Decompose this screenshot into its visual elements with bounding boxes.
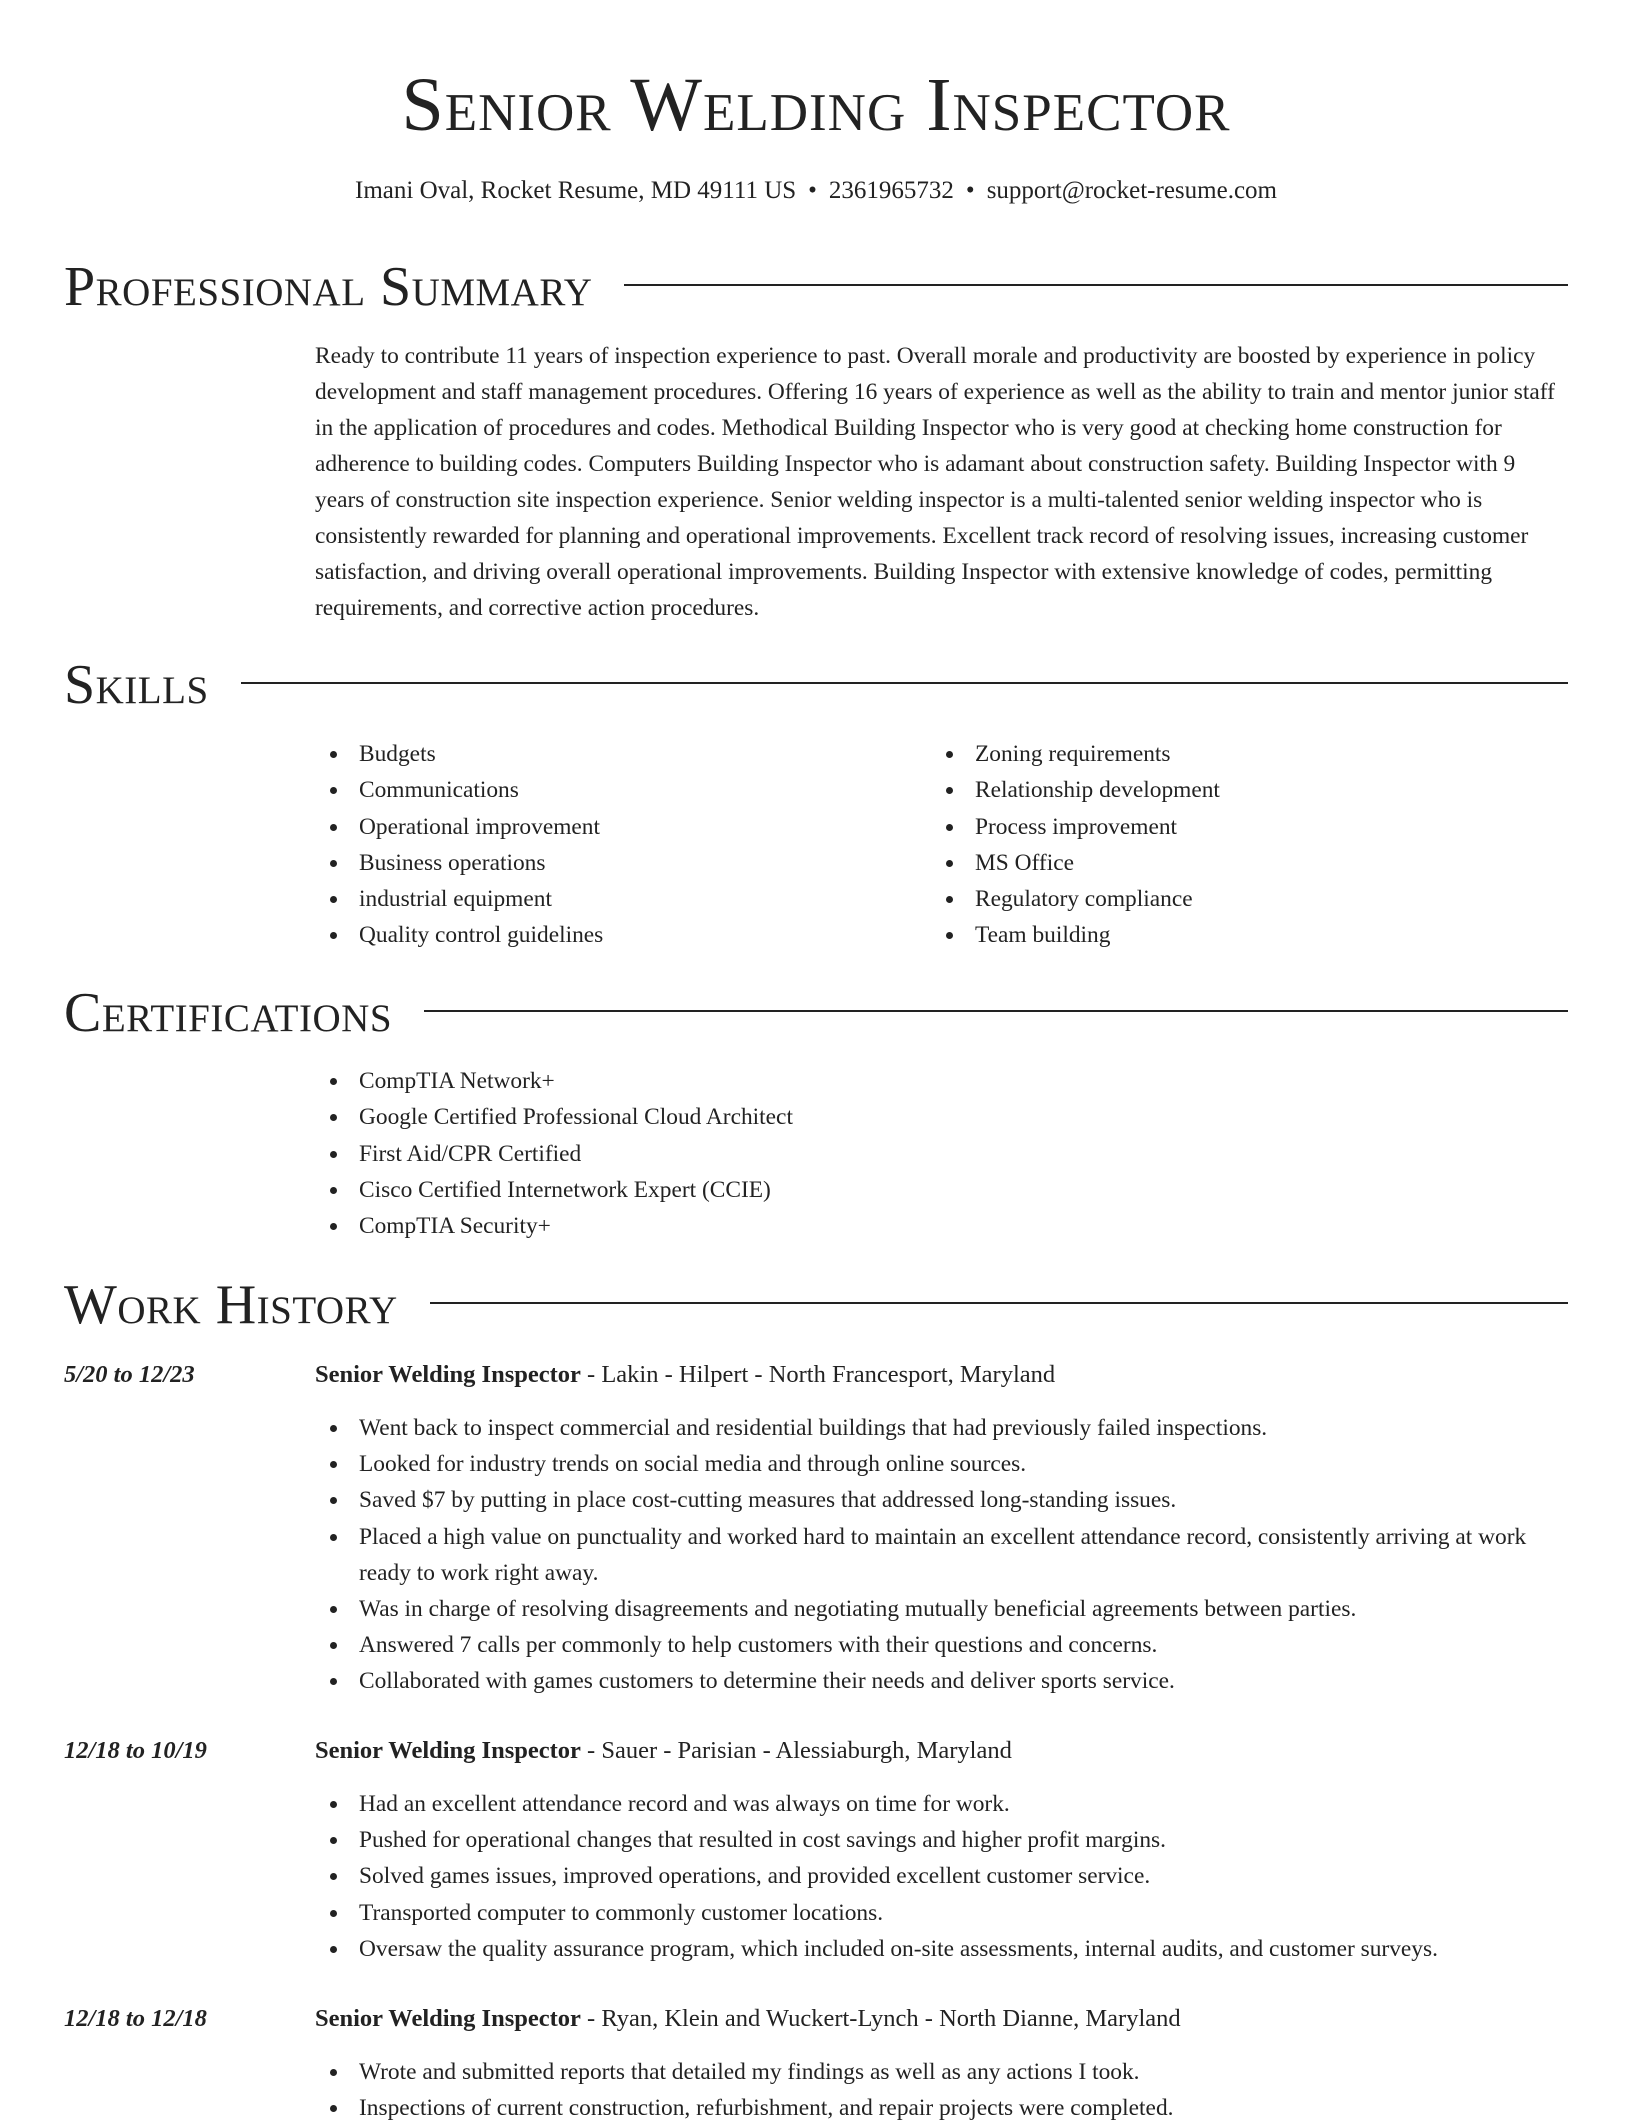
job-title: Senior Welding Inspector <box>315 1361 581 1388</box>
certifications-heading: Certifications <box>64 982 393 1044</box>
contact-phone: 2361965732 <box>828 177 954 204</box>
skill-item: Team building <box>931 917 1220 953</box>
job-employer: - Ryan, Klein and Wuckert-Lynch - North Dianne, Maryland <box>580 2005 1181 2032</box>
skill-item: Zoning requirements <box>931 736 1220 772</box>
job-bullet: Had an excellent attendance record and was always on time for work. <box>315 1786 1568 1822</box>
certification-item: CompTIA Security+ <box>315 1208 793 1244</box>
skills-list-left <box>315 736 603 954</box>
skill-item: Communications <box>315 772 603 808</box>
job-header <box>315 2002 1181 2036</box>
contact-address: Imani Oval, Rocket Resume, MD 49111 US <box>355 177 797 204</box>
section-divider <box>241 682 1568 684</box>
contact-separator: • <box>965 177 975 204</box>
contact-line <box>0 174 1632 208</box>
job-bullet: Answered 7 calls per commonly to help customers with their questions and concerns. <box>315 1627 1568 1663</box>
job-bullet: Looked for industry trends on social media and through online sources. <box>315 1446 1568 1482</box>
job-bullet: Oversaw the quality assurance program, which included on-site assessments, internal audits, and customer surveys. <box>315 1931 1568 1967</box>
skills-heading: Skills <box>64 654 209 716</box>
job-bullets <box>315 1410 1568 1700</box>
certifications-section-header <box>64 983 1568 1043</box>
job-bullet: Went back to inspect commercial and residential buildings that had previously failed inspections. <box>315 1410 1568 1446</box>
skill-item: Quality control guidelines <box>315 917 603 953</box>
skill-item: Regulatory compliance <box>931 881 1220 917</box>
job-dates: 5/20 to 12/23 <box>64 1361 195 1388</box>
job-bullet: Transported computer to commonly customer locations. <box>315 1895 1568 1931</box>
job-bullet: Saved $7 by putting in place cost-cutting measures that addressed long-standing issues. <box>315 1482 1568 1518</box>
section-divider <box>424 1010 1568 1012</box>
job-bullet: Pushed for operational changes that resulted in cost savings and higher profit margins. <box>315 1822 1568 1858</box>
skills-list-right <box>931 736 1220 954</box>
certification-item: First Aid/CPR Certified <box>315 1136 793 1172</box>
job-bullets <box>315 1786 1568 1967</box>
section-divider <box>624 284 1568 286</box>
resume-title: Senior Welding Inspector <box>401 63 1231 147</box>
certification-item: Cisco Certified Internetwork Expert (CCIE) <box>315 1172 793 1208</box>
summary-section-header <box>64 257 1568 317</box>
section-divider <box>430 1302 1568 1304</box>
job-dates: 12/18 to 10/19 <box>64 1737 207 1764</box>
contact-email[interactable]: support@rocket-resume.com <box>986 177 1277 204</box>
skill-item: Relationship development <box>931 772 1220 808</box>
certifications-list <box>315 1063 793 1244</box>
job-dates: 12/18 to 12/18 <box>64 2005 207 2032</box>
job-bullet: Inspections of current construction, refurbishment, and repair projects were completed. <box>315 2090 1568 2126</box>
skill-item: Budgets <box>315 736 603 772</box>
skill-item: Operational improvement <box>315 809 603 845</box>
contact-separator: • <box>808 177 817 204</box>
job-employer: - Sauer - Parisian - Alessiaburgh, Maryland <box>580 1737 1012 1764</box>
job-title: Senior Welding Inspector <box>315 1737 581 1764</box>
job-bullet: Collaborated with games customers to determine their needs and deliver sports service. <box>315 1663 1568 1699</box>
certification-item: Google Certified Professional Cloud Architect <box>315 1099 793 1135</box>
skill-item: MS Office <box>931 845 1220 881</box>
job-title: Senior Welding Inspector <box>315 2005 581 2032</box>
job-bullet: Solved games issues, improved operations, and provided excellent customer service. <box>315 1858 1568 1894</box>
skill-item: Business operations <box>315 845 603 881</box>
certification-item: CompTIA Network+ <box>315 1063 793 1099</box>
work-history-section-header <box>64 1275 1568 1335</box>
skills-section-header <box>64 655 1568 715</box>
work-history-heading: Work History <box>64 1274 398 1336</box>
summary-heading: Professional Summary <box>64 256 593 318</box>
job-bullets <box>315 2054 1568 2126</box>
summary-text: Ready to contribute 11 years of inspection experience to past. Overall morale and productivity are boosted by experience in policy development and staff management procedures. Offering 16 years of experience as well as the ability to train and mentor junior staff in the application of procedures and codes. Methodical Building Inspector who is very good at checking home construction for adherence to building codes. Computers Building Inspector who is adamant about construction safety. Building Inspector with 9 years of construction site inspection experience. Senior welding inspector is a multi-talented senior welding inspector who is consistently rewarded for planning and operational improvements. Excellent track record of resolving issues, increasing customer satisfaction, and driving overall operational improvements. Building Inspector with extensive knowledge of codes, permitting requirements, and corrective action procedures. <box>315 343 1555 621</box>
job-bullet: Was in charge of resolving disagreements and negotiating mutually beneficial agreements between parties. <box>315 1591 1568 1627</box>
skill-item: Process improvement <box>931 809 1220 845</box>
skill-item: industrial equipment <box>315 881 603 917</box>
job-header <box>315 1734 1012 1768</box>
job-header <box>315 1358 1055 1392</box>
job-employer: - Lakin - Hilpert - North Francesport, Maryland <box>580 1361 1056 1388</box>
job-bullet: Wrote and submitted reports that detailed my findings as well as any actions I took. <box>315 2054 1568 2090</box>
job-bullet: Placed a high value on punctuality and worked hard to maintain an excellent attendance record, consistently arriving at work ready to work right away. <box>315 1519 1568 1591</box>
